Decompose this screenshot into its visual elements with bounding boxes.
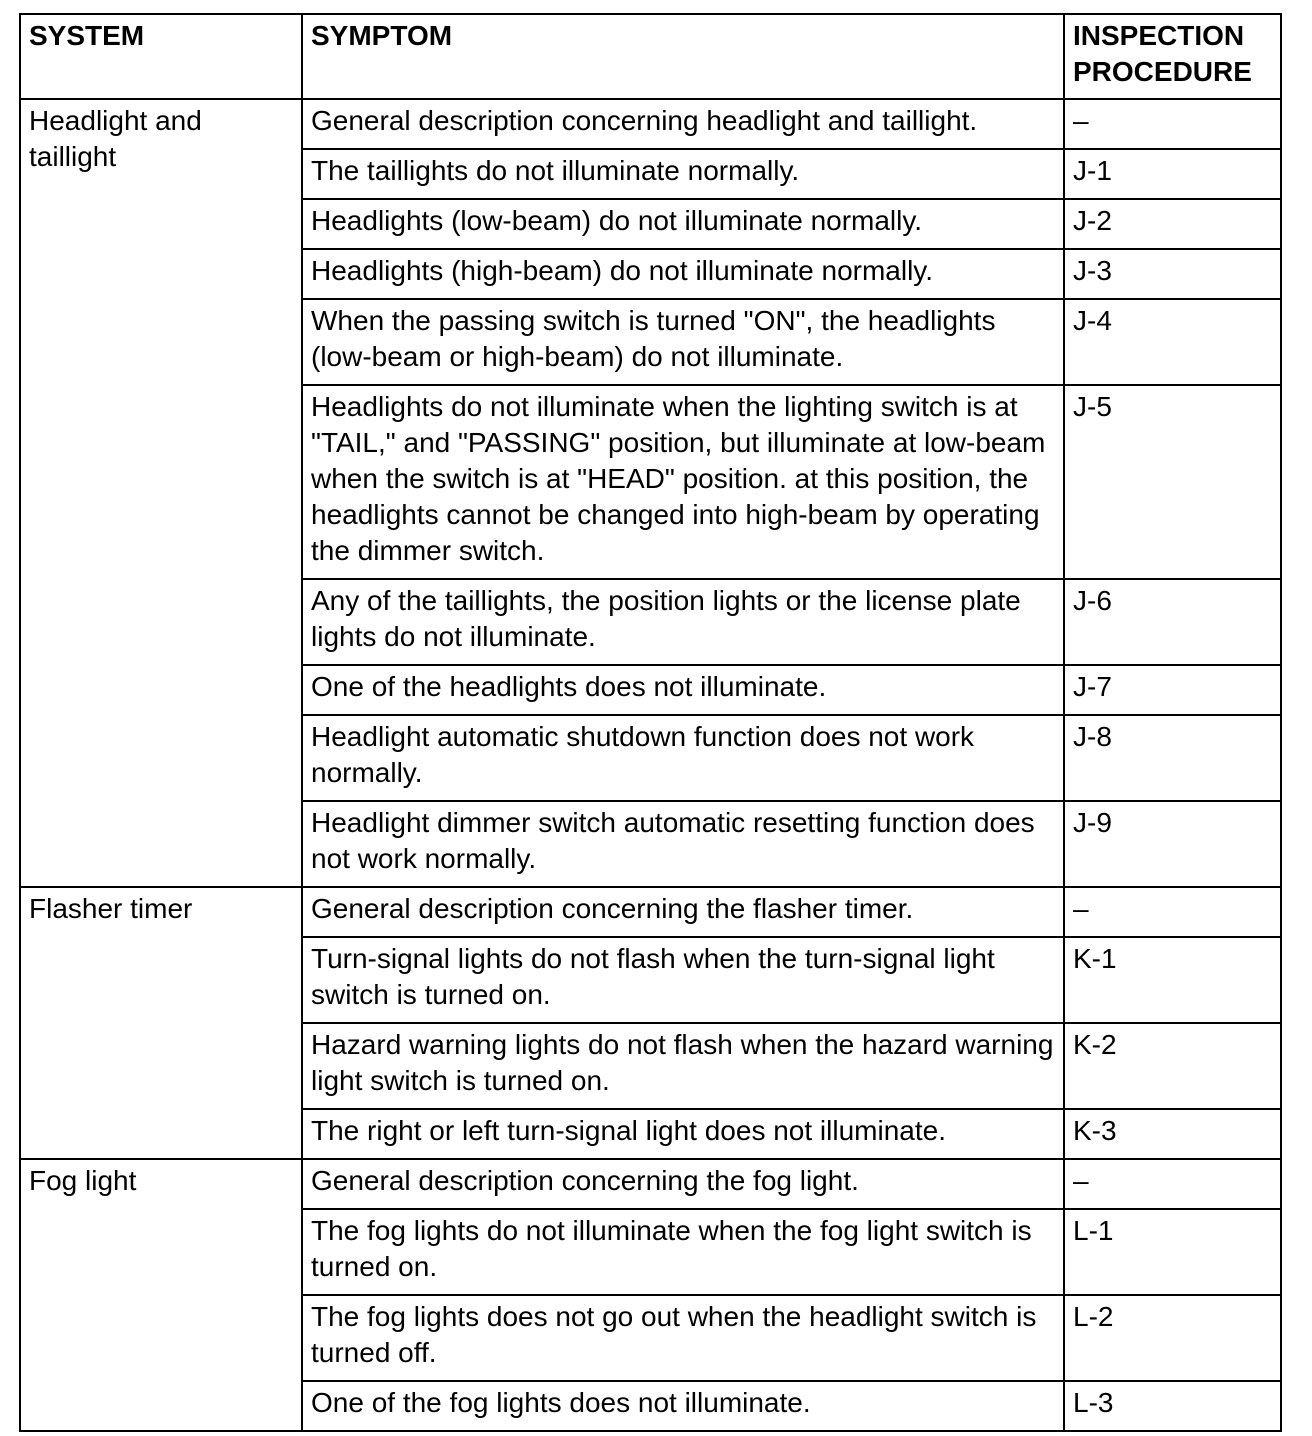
procedure-cell: – — [1064, 1159, 1281, 1209]
header-symptom: SYMPTOM — [302, 14, 1064, 99]
symptom-cell: The taillights do not illuminate normally. — [302, 149, 1064, 199]
symptom-cell: General description concerning the flasher timer. — [302, 887, 1064, 937]
symptom-cell: Headlights (high-beam) do not illuminate normally. — [302, 249, 1064, 299]
symptom-cell: Headlights do not illuminate when the lighting switch is at "TAIL," and "PASSING" position, but illuminate at low-beam when the switch is at "HEAD" position. at this position, the headlights cannot be changed into high-beam by operating the dimmer switch. — [302, 385, 1064, 579]
procedure-cell: J-9 — [1064, 801, 1281, 887]
symptom-cell: Headlight automatic shutdown function does not work normally. — [302, 715, 1064, 801]
procedure-cell: J-5 — [1064, 385, 1281, 579]
table-row — [20, 887, 1281, 937]
symptom-cell: General description concerning headlight and taillight. — [302, 99, 1064, 149]
procedure-cell: J-1 — [1064, 149, 1281, 199]
header-procedure-line1: INSPECTION — [1073, 20, 1245, 51]
procedure-cell: J-6 — [1064, 579, 1281, 665]
procedure-cell: J-7 — [1064, 665, 1281, 715]
procedure-cell: J-8 — [1064, 715, 1281, 801]
symptom-cell: The right or left turn-signal light does not illuminate. — [302, 1109, 1064, 1159]
table-row — [20, 99, 1281, 149]
procedure-cell: K-2 — [1064, 1023, 1281, 1109]
procedure-cell: J-3 — [1064, 249, 1281, 299]
procedure-cell: J-4 — [1064, 299, 1281, 385]
symptom-cell: The fog lights does not go out when the headlight switch is turned off. — [302, 1295, 1064, 1381]
symptom-cell: The fog lights do not illuminate when the fog light switch is turned on. — [302, 1209, 1064, 1295]
procedure-cell: L-2 — [1064, 1295, 1281, 1381]
table-row — [20, 1159, 1281, 1209]
header-procedure — [1064, 14, 1281, 99]
symptom-cell: One of the headlights does not illuminate. — [302, 665, 1064, 715]
symptom-cell: When the passing switch is turned "ON", the headlights (low-beam or high-beam) do not illuminate. — [302, 299, 1064, 385]
procedure-cell: – — [1064, 887, 1281, 937]
symptom-cell: Turn-signal lights do not flash when the turn-signal light switch is turned on. — [302, 937, 1064, 1023]
inspection-table — [19, 13, 1282, 1432]
symptom-cell: Headlights (low-beam) do not illuminate normally. — [302, 199, 1064, 249]
symptom-cell: Any of the taillights, the position lights or the license plate lights do not illuminate. — [302, 579, 1064, 665]
symptom-cell: General description concerning the fog light. — [302, 1159, 1064, 1209]
procedure-cell: J-2 — [1064, 199, 1281, 249]
symptom-cell: One of the fog lights does not illuminate. — [302, 1381, 1064, 1431]
table-body — [20, 99, 1281, 1431]
procedure-cell: – — [1064, 99, 1281, 149]
procedure-cell: K-1 — [1064, 937, 1281, 1023]
procedure-cell: L-1 — [1064, 1209, 1281, 1295]
symptom-cell: Headlight dimmer switch automatic resetting function does not work normally. — [302, 801, 1064, 887]
procedure-cell: K-3 — [1064, 1109, 1281, 1159]
system-cell: Fog light — [20, 1159, 302, 1431]
header-row — [20, 14, 1281, 99]
symptom-cell: Hazard warning lights do not flash when the hazard warning light switch is turned on. — [302, 1023, 1064, 1109]
header-system: SYSTEM — [20, 14, 302, 99]
system-cell: Flasher timer — [20, 887, 302, 1159]
header-procedure-line2: PROCEDURE — [1073, 56, 1252, 87]
procedure-cell: L-3 — [1064, 1381, 1281, 1431]
system-cell: Headlight and taillight — [20, 99, 302, 887]
